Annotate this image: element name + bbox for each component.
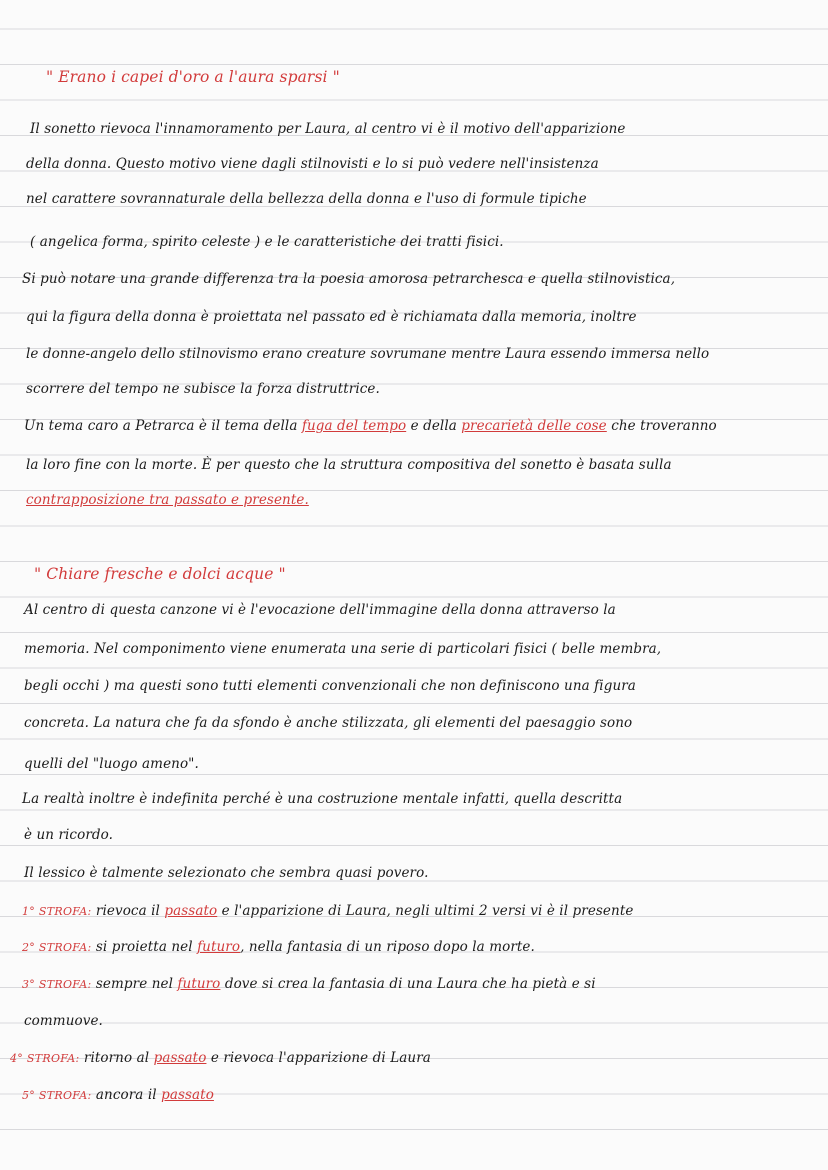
text-segment: dove si crea la fantasia di una Laura che ha pietà e si: [224, 976, 596, 992]
section1-title: " Erano i capei d'oro a l'aura sparsi ": [46, 68, 340, 86]
text-segment: , nella fantasia di un riposo dopo la morte.: [240, 939, 535, 955]
section1-line-10: la loro fine con la morte. È per questo che la struttura compositiva del sonetto è basata sulla: [26, 457, 672, 473]
section2-line-4: concreta. La natura che fa da sfondo è anche stilizzata, gli elementi del paesaggio sono: [24, 715, 633, 731]
section2-line-8: Il lessico è talmente selezionato che sembra quasi povero.: [24, 865, 429, 881]
highlight-passato: passato: [161, 1087, 214, 1103]
section1-line-11: contrapposizione tra passato e presente.: [26, 492, 309, 508]
strofa-3-continuation: commuove.: [24, 1013, 103, 1029]
strofa-4: [10, 1049, 828, 1068]
section2-line-6: La realtà inoltre è indefinita perché è una costruzione mentale infatti, quella descritta: [22, 791, 623, 807]
section2-line-3: begli occhi ) ma questi sono tutti elementi convenzionali che non definiscono una figura: [24, 678, 636, 694]
strofa-5: [22, 1086, 828, 1105]
section2-line-7: è un ricordo.: [24, 827, 113, 843]
section2-line-1: Al centro di questa canzone vi è l'evocazione dell'immagine della donna attraverso la: [24, 602, 616, 618]
strofa-1-label: 1° STROFA:: [22, 905, 92, 918]
section1-line-9: [24, 417, 828, 435]
highlight-passato: passato: [153, 1050, 207, 1066]
strofa-3-label: 3° STROFA:: [22, 978, 92, 991]
section1-line-1: Il sonetto rievoca l'innamoramento per Laura, al centro vi è il motivo dell'apparizione: [30, 121, 626, 137]
text-segment: e della: [410, 418, 457, 434]
text-segment: Un tema caro a Petrarca è il tema della: [24, 418, 298, 434]
text-segment: ritorno al: [83, 1050, 150, 1066]
section2-line-2: memoria. Nel componimento viene enumerata una serie di particolari fisici ( belle membra,: [24, 641, 662, 657]
section1-line-3: nel carattere sovrannaturale della bellezza della donna e l'uso di formule tipiche: [26, 191, 587, 207]
text-segment: che troveranno: [611, 418, 717, 434]
strofa-2: [22, 938, 828, 957]
text-segment: si proietta nel: [95, 939, 193, 955]
text-segment: e rievoca l'apparizione di Laura: [210, 1050, 431, 1066]
highlight-passato: passato: [164, 903, 218, 919]
text-segment: e l'apparizione di Laura, negli ultimi 2 versi vi è il presente: [221, 903, 634, 919]
strofa-5-label: 5° STROFA:: [22, 1089, 92, 1102]
strofa-3: [22, 975, 828, 994]
section1-line-7: le donne-angelo dello stilnovismo erano creature sovrumane mentre Laura essendo immersa nello: [26, 346, 710, 362]
strofa-2-label: 2° STROFA:: [22, 941, 92, 954]
section1-line-8: scorrere del tempo ne subisce la forza distruttrice.: [26, 381, 380, 397]
highlight-precarieta: precarietà delle cose: [461, 418, 607, 434]
highlight-futuro: futuro: [177, 976, 221, 992]
section1-line-2: della donna. Questo motivo viene dagli stilnovisti e lo si può vedere nell'insistenza: [26, 156, 599, 172]
text-segment: sempre nel: [95, 976, 174, 992]
section2-line-5: quelli del "luogo ameno".: [24, 756, 199, 772]
text-segment: rievoca il: [95, 903, 160, 919]
highlight-fuga-del-tempo: fuga del tempo: [301, 418, 407, 434]
section2-title: " Chiare fresche e dolci acque ": [34, 565, 286, 583]
strofa-4-label: 4° STROFA:: [10, 1052, 80, 1065]
strofa-1: [22, 902, 828, 921]
text-segment: ancora il: [95, 1087, 157, 1103]
section1-line-6: qui la figura della donna è proiettata nel passato ed è richiamata dalla memoria, inoltre: [26, 309, 637, 325]
section1-line-5: Si può notare una grande differenza tra la poesia amorosa petrarchesca e quella stilnovistica,: [22, 271, 676, 287]
section1-line-4: ( angelica forma, spirito celeste ) e le caratteristiche dei tratti fisici.: [30, 234, 504, 250]
highlight-futuro: futuro: [197, 939, 241, 955]
